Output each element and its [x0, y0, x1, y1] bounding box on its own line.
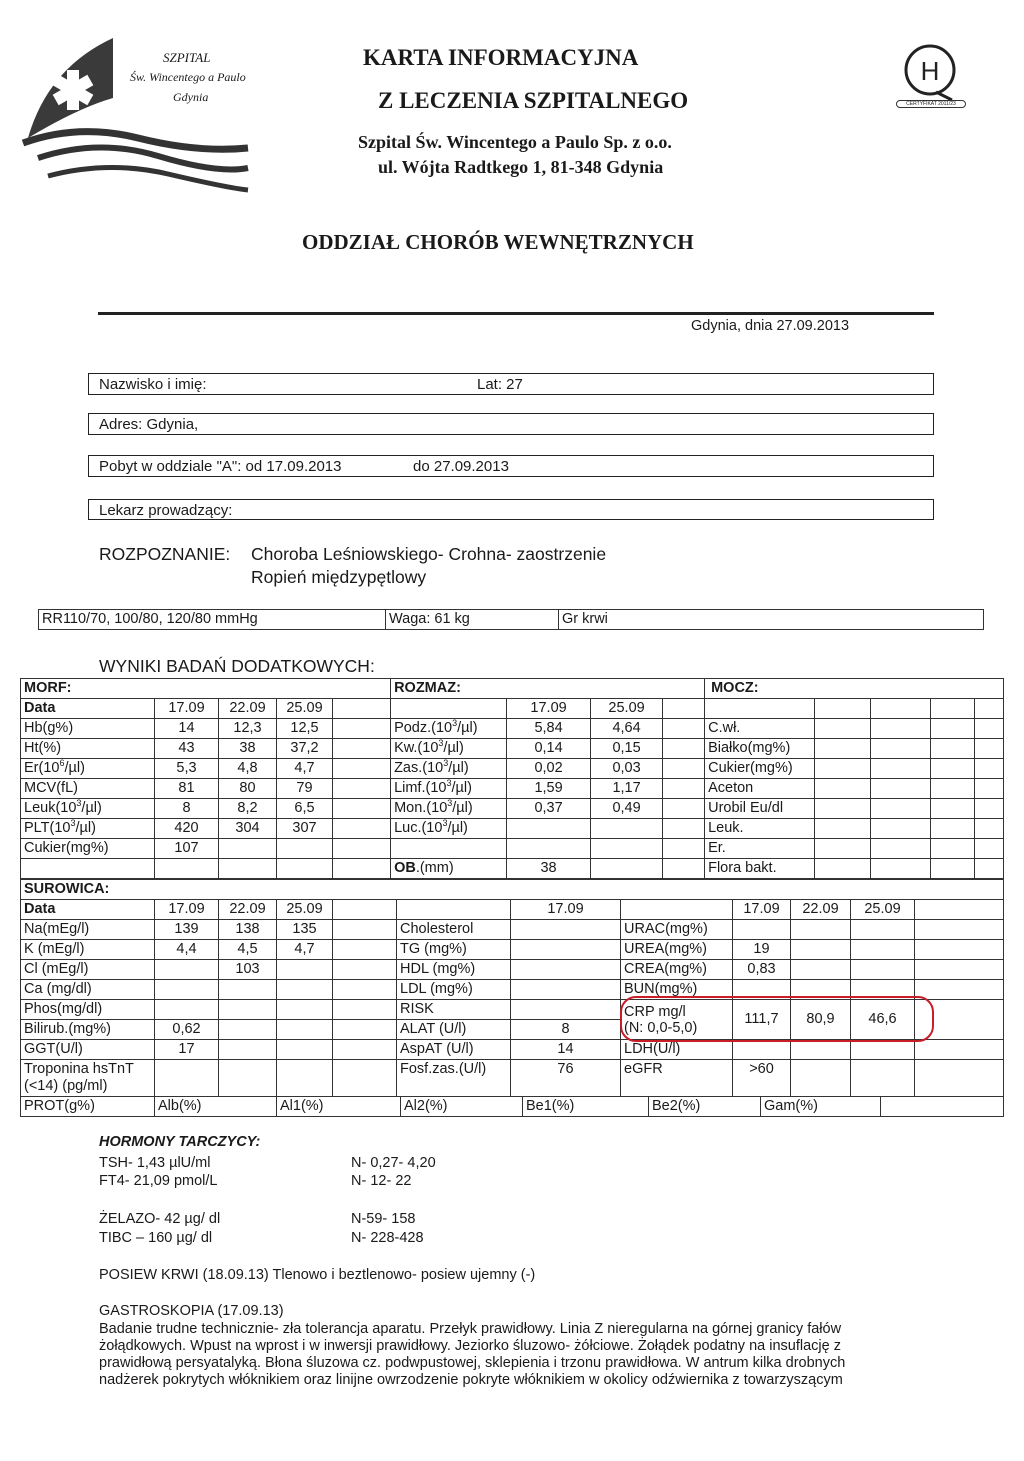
tsh-value: TSH- 1,43 µlU/ml — [99, 1155, 211, 1171]
value-cell: 1,59 — [507, 779, 591, 799]
table-row — [21, 819, 1004, 839]
value-cell: 4,64 — [591, 719, 663, 739]
table-row — [21, 719, 1004, 739]
date-cell: 17.09 — [511, 900, 621, 920]
value-cell: 0,49 — [591, 799, 663, 819]
row-label: Cholesterol — [397, 920, 511, 940]
patient-address-box — [88, 413, 934, 435]
row-label: Flora bakt. — [705, 859, 815, 879]
value-cell: 14 — [511, 1040, 621, 1060]
patient-name-box — [88, 373, 934, 395]
value-cell: 103 — [219, 960, 277, 980]
tsh-norm: N- 0,27- 4,20 — [351, 1155, 436, 1171]
row-label: $Zas.(10^3/\mu l)$ — [391, 759, 507, 779]
row-label: ALAT (U/l) — [397, 1020, 511, 1040]
row-label: $Er(10^6/\mu l)$ — [21, 759, 155, 779]
value-cell: 107 — [155, 839, 219, 859]
table-row — [21, 1060, 1004, 1097]
stay-from: Pobyt w oddziale "A": od 17.09.2013 — [99, 458, 342, 475]
value-cell: 0,14 — [507, 739, 591, 759]
crp-highlight-outline — [620, 996, 934, 1042]
svg-text:H: H — [920, 56, 940, 86]
diagnosis-label: ROZPOZNANIE: — [99, 544, 231, 564]
prot-cell: Gam(%) — [761, 1097, 881, 1117]
value-cell: 4,7 — [277, 759, 333, 779]
value-cell: 307 — [277, 819, 333, 839]
prot-label: PROT(g%) — [21, 1097, 155, 1117]
title-line2: Z LECZENIA SZPITALNEGO — [378, 88, 689, 113]
value-cell: 76 — [511, 1060, 621, 1097]
address-value: Adres: Gdynia, — [99, 416, 199, 433]
data-label: Data — [21, 900, 155, 920]
value-cell: 12,5 — [277, 719, 333, 739]
row-label: UREA(mg%) — [621, 940, 733, 960]
table-row — [21, 739, 1004, 759]
value-cell: 4,8 — [219, 759, 277, 779]
table-row — [21, 679, 1004, 699]
row-label: $PLT(10^3/\mu l)$ — [21, 819, 155, 839]
row-label: Ca (mg/dl) — [21, 980, 155, 1000]
logo-name: SZPITAL — [163, 50, 211, 65]
prot-cell: Be1(%) — [523, 1097, 649, 1117]
table-row — [21, 799, 1004, 819]
value-cell: 139 — [155, 920, 219, 940]
table-row — [21, 1040, 1004, 1060]
gastroscopy-line: Badanie trudne technicznie- zła tolerancja aparatu. Przełyk prawidłowy. Linia Z nieregularna na górnej granicy fałów — [99, 1321, 842, 1337]
value-cell: 38 — [219, 739, 277, 759]
prot-table — [20, 1096, 1004, 1117]
hormones-title: HORMONY TARCZYCY: — [99, 1134, 261, 1150]
row-label: C.wł. — [705, 719, 815, 739]
table-row — [21, 699, 1004, 719]
crp-value: 80,9 — [791, 1000, 851, 1040]
value-cell: 38 — [507, 859, 591, 879]
row-label: OB.(mm) — [391, 859, 507, 879]
header-divider — [98, 312, 934, 315]
morf-table — [20, 678, 1004, 879]
rozmaz-label: ROZMAZ: — [391, 679, 705, 699]
iron-norm: N-59- 158 — [351, 1211, 416, 1227]
row-label: $Mon.(10^3/\mu l)$ — [391, 799, 507, 819]
row-label: CREA(mg%) — [621, 960, 733, 980]
date-cell: 17.09 — [733, 900, 791, 920]
value-cell: 0,62 — [155, 1020, 219, 1040]
row-label: K (mEg/l) — [21, 940, 155, 960]
row-label: Hb(g%) — [21, 719, 155, 739]
rr-cell: RR110/70, 100/80, 120/80 mmHg — [39, 610, 386, 630]
row-label: GGT(U/l) — [21, 1040, 155, 1060]
row-label: eGFR — [621, 1060, 733, 1097]
date-cell: 22.09 — [791, 900, 851, 920]
title-line1: KARTA INFORMACYJNA — [363, 45, 639, 70]
row-label: RISK — [397, 1000, 511, 1020]
table-row — [21, 960, 1004, 980]
morf-label: MORF: — [21, 679, 391, 699]
department-title: ODDZIAŁ CHORÓB WEWNĘTRZNYCH — [302, 230, 694, 254]
value-cell: 420 — [155, 819, 219, 839]
table-row — [21, 1097, 1004, 1117]
date-cell: 17.09 — [507, 699, 591, 719]
diagnosis-line2: Ropień międzypętlowy — [251, 567, 427, 587]
quality-cert-icon — [896, 40, 964, 102]
age-value: Lat: 27 — [477, 376, 523, 393]
row-label: $Podz.(10^3/\mu l)$ — [391, 719, 507, 739]
value-cell: 19 — [733, 940, 791, 960]
value-cell: 0,03 — [591, 759, 663, 779]
row-label: Urobil Eu/dl — [705, 799, 815, 819]
value-cell: 0,15 — [591, 739, 663, 759]
row-label: Cukier(mg%) — [705, 759, 815, 779]
value-cell: 135 — [277, 920, 333, 940]
doctor-label: Lekarz prowadzący: — [99, 502, 233, 519]
cert-label: CERTYFIKAT 2011/23 — [896, 100, 966, 108]
gastroscopy-line: nadżerek pokrytych włóknikiem oraz linijne owrzodzenie pokryte włóknikiem w okolicy odźwiernika z towarzyszącym — [99, 1372, 843, 1388]
gastroscopy-line: prawidłową persyatalyką. Błona śluzowa cz. podwpustowej, sklepienia i trzonu prawidłowa. W antrum kilka drobnych — [99, 1355, 846, 1371]
value-cell: 37,2 — [277, 739, 333, 759]
row-label: AspAT (U/l) — [397, 1040, 511, 1060]
prot-cell: Al2(%) — [401, 1097, 523, 1117]
row-label: HDL (mg%) — [397, 960, 511, 980]
logo-emblem-icon — [18, 28, 253, 198]
table-row — [21, 880, 1004, 900]
certificate-badge — [896, 40, 964, 112]
tibc-value: TIBC – 160 µg/ dl — [99, 1230, 213, 1246]
value-cell — [511, 980, 621, 1000]
table-row — [21, 920, 1004, 940]
value-cell: 79 — [277, 779, 333, 799]
row-label: $Kw.(10^3/\mu l)$ — [391, 739, 507, 759]
weight-cell: Waga: 61 kg — [386, 610, 559, 630]
data-label: Data — [21, 699, 155, 719]
date-cell: 25.09 — [277, 900, 333, 920]
gastroscopy-title: GASTROSKOPIA (17.09.13) — [99, 1303, 284, 1319]
value-cell: 8 — [155, 799, 219, 819]
prot-cell: Alb(%) — [155, 1097, 277, 1117]
surowica-table — [20, 879, 1004, 1097]
value-cell — [511, 1000, 621, 1020]
name-label: Nazwisko i imię: — [99, 376, 207, 393]
value-cell: 4,7 — [277, 940, 333, 960]
date-cell: 22.09 — [219, 900, 277, 920]
row-label: LDL (mg%) — [397, 980, 511, 1000]
table-row — [21, 940, 1004, 960]
diagnosis-line1: Choroba Leśniowskiego- Crohna- zaostrzenie — [251, 544, 607, 564]
date-cell: 25.09 — [851, 900, 915, 920]
row-label: Troponina hsTnT (<14) (pg/ml) — [21, 1060, 155, 1097]
value-cell: 8,2 — [219, 799, 277, 819]
blood-group-cell: Gr krwi — [559, 610, 984, 630]
date-cell: 22.09 — [219, 699, 277, 719]
ft4-norm: N- 12- 22 — [351, 1173, 412, 1189]
row-label: Ht(%) — [21, 739, 155, 759]
table-row — [21, 779, 1004, 799]
value-cell: >60 — [733, 1060, 791, 1097]
value-cell — [511, 940, 621, 960]
surowica-label: SUROWICA: — [21, 880, 1004, 900]
row-label: Cl (mEg/l) — [21, 960, 155, 980]
row-label: TG (mg%) — [397, 940, 511, 960]
date-cell: 17.09 — [155, 699, 219, 719]
row-label: MCV(fL) — [21, 779, 155, 799]
row-label: Er. — [705, 839, 815, 859]
hospital-name: Szpital Św. Wincentego a Paulo Sp. z o.o. — [358, 132, 672, 152]
hospital-logo — [18, 28, 253, 198]
vitals-table — [38, 609, 984, 630]
value-cell: 17 — [155, 1040, 219, 1060]
value-cell: 1,17 — [591, 779, 663, 799]
row-label: LDH(U/l) — [621, 1040, 733, 1060]
date-cell: 17.09 — [155, 900, 219, 920]
crp-label: CRP mg/l (N: 0,0-5,0) — [621, 1000, 733, 1040]
iron-value: ŻELAZO- 42 µg/ dl — [99, 1211, 221, 1227]
mocz-label: MOCZ: — [705, 679, 1004, 699]
row-label: URAC(mg%) — [621, 920, 733, 940]
value-cell: 304 — [219, 819, 277, 839]
row-label: Cukier(mg%) — [21, 839, 155, 859]
ft4-value: FT4- 21,09 pmol/L — [99, 1173, 218, 1189]
value-cell: 14 — [155, 719, 219, 739]
row-label: Bilirub.(mg%) — [21, 1020, 155, 1040]
prot-cell: Al1(%) — [277, 1097, 401, 1117]
row-label: Białko(mg%) — [705, 739, 815, 759]
row-label: Phos(mg/dl) — [21, 1000, 155, 1020]
blood-culture: POSIEW KRWI (18.09.13) Tlenowo i beztlenowo- posiew ujemny (-) — [99, 1267, 536, 1283]
hospital-address: ul. Wójta Radtkego 1, 81-348 Gdynia — [378, 157, 664, 177]
results-title: WYNIKI BADAŃ DODATKOWYCH: — [99, 656, 375, 676]
value-cell: 138 — [219, 920, 277, 940]
value-cell: 0,37 — [507, 799, 591, 819]
row-label: $Leuk(10^3/\mu l)$ — [21, 799, 155, 819]
document-date: Gdynia, dnia 27.09.2013 — [691, 318, 850, 334]
tibc-norm: N- 228-428 — [351, 1230, 424, 1246]
logo-city: Gdynia — [173, 90, 209, 104]
row-label: $Luc.(10^3/\mu l)$ — [391, 819, 507, 839]
value-cell: 0,02 — [507, 759, 591, 779]
value-cell: 12,3 — [219, 719, 277, 739]
date-cell: 25.09 — [277, 699, 333, 719]
value-cell — [511, 920, 621, 940]
doctor-box — [88, 499, 934, 520]
stay-to: do 27.09.2013 — [413, 458, 509, 475]
logo-subtitle: Św. Wincentego a Paulo — [130, 70, 246, 84]
value-cell: 81 — [155, 779, 219, 799]
value-cell: 5,84 — [507, 719, 591, 739]
crp-value: 46,6 — [851, 1000, 915, 1040]
value-cell: 6,5 — [277, 799, 333, 819]
value-cell: 8 — [511, 1020, 621, 1040]
table-row — [21, 839, 1004, 859]
value-cell: 43 — [155, 739, 219, 759]
crp-value: 111,7 — [733, 1000, 791, 1040]
value-cell — [511, 960, 621, 980]
row-label: Aceton — [705, 779, 815, 799]
value-cell: 80 — [219, 779, 277, 799]
row-label: $Limf.(10^3/\mu l)$ — [391, 779, 507, 799]
stay-box — [88, 455, 934, 477]
prot-cell: Be2(%) — [649, 1097, 761, 1117]
value-cell: 5,3 — [155, 759, 219, 779]
row-label: Na(mEg/l) — [21, 920, 155, 940]
date-cell: 25.09 — [591, 699, 663, 719]
table-row — [21, 759, 1004, 779]
row-label: Leuk. — [705, 819, 815, 839]
row-label: Fosf.zas.(U/l) — [397, 1060, 511, 1097]
gastroscopy-line: żołądkowych. Wpust na wprost i w inwersji prawidłowy. Jeziorko śluzowo- żółciowe. Żołądek podatny na insuflację z — [99, 1338, 841, 1354]
value-cell: 0,83 — [733, 960, 791, 980]
value-cell: 4,4 — [155, 940, 219, 960]
value-cell: 4,5 — [219, 940, 277, 960]
table-row — [21, 859, 1004, 879]
table-row — [21, 900, 1004, 920]
row-label: BUN(mg%) — [621, 980, 733, 1000]
